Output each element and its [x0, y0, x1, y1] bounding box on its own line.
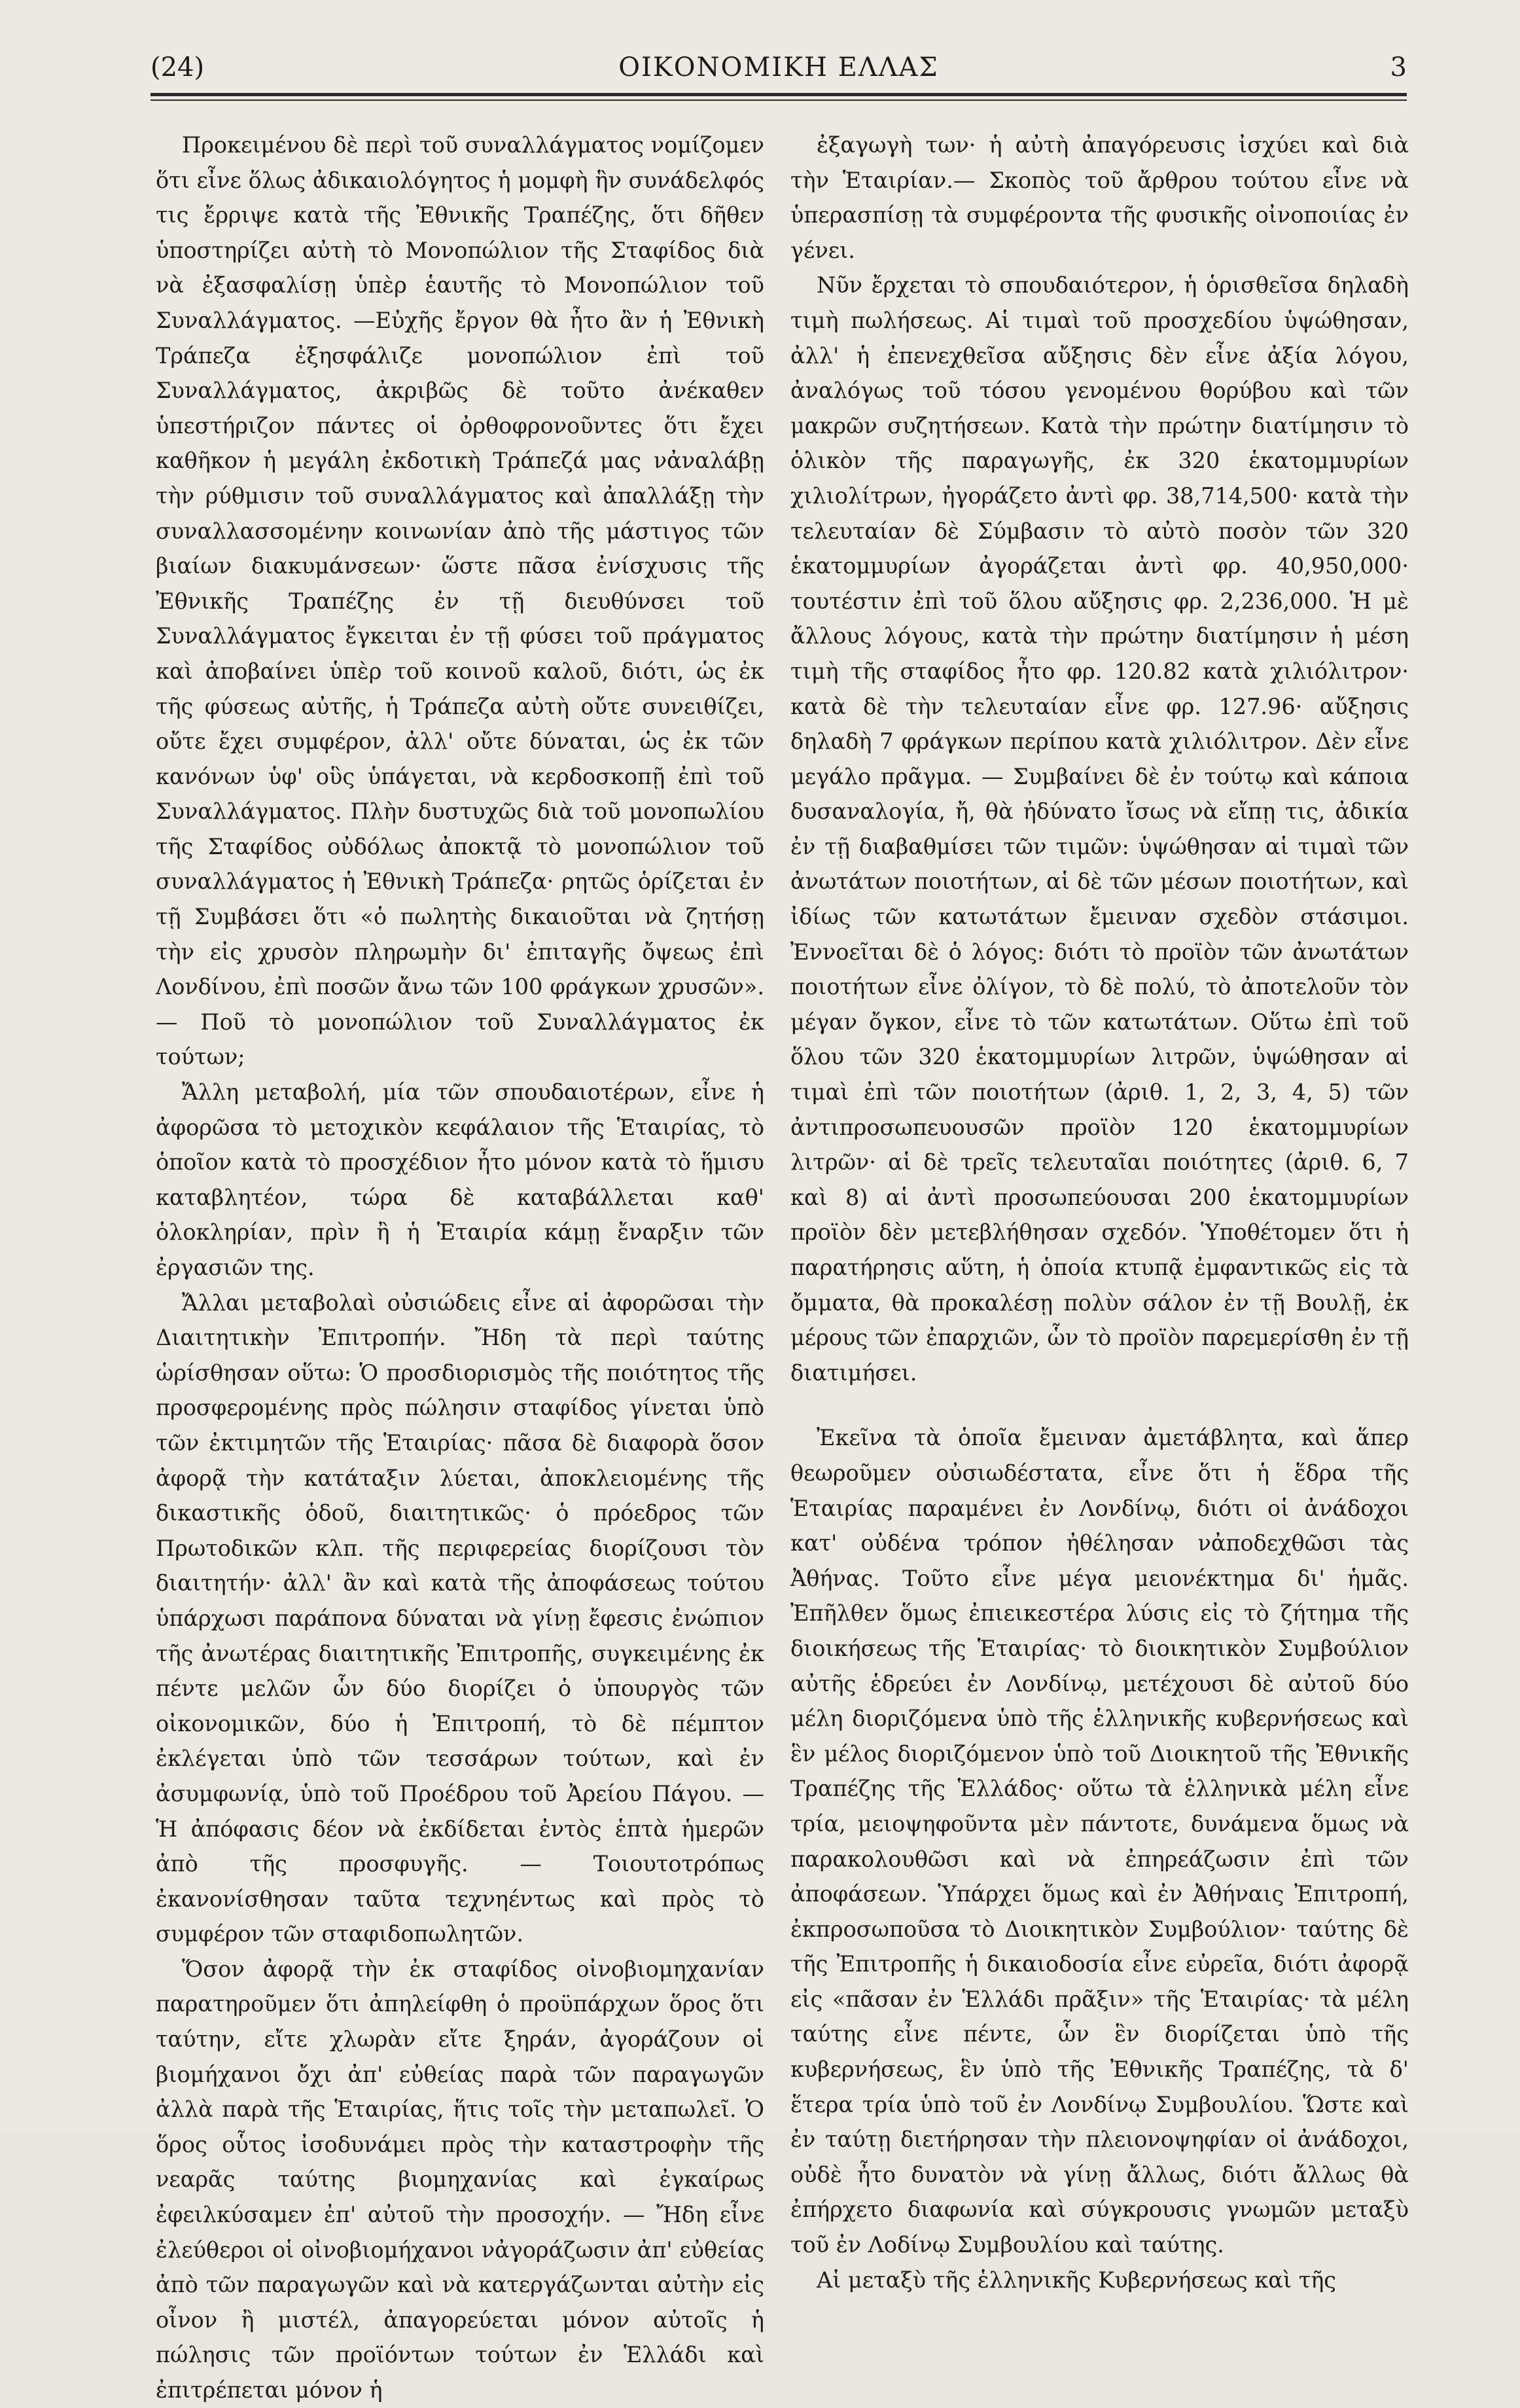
paragraph: Ἐκεῖνα τὰ ὁποῖα ἔμειναν ἀμετάβλητα, καὶ ἅπερ θεωροῦμεν οὐσιωδέστατα, εἶνε ὅτι ἡ ἕδρα τῆς Ἑταιρίας παραμένει ἐν Λονδίνῳ, διότι οἱ ἀνάδοχοι κατ' οὐδένα τρόπον ἠθέλησαν νἀποδεχθῶσι τὰς Ἀθήνας. Τοῦτο εἶνε μέγα μειονέκτημα δι' ἡμᾶς. Ἐπῆλθεν ὅμως ἐπιεικεστέρα λύσις εἰς τὸ ζήτημα τῆς διοικήσεως τῆς Ἑταιρίας· τὸ διοικητικὸν Συμβούλιον αὐτῆς ἑδρεύει ἐν Λονδίνῳ, μετέχουσι δὲ αὐτοῦ δύο μέλη διοριζόμενα ὑπὸ τῆς ἑλληνικῆς κυβερνήσεως καὶ ἓν μέλος διοριζόμενον ὑπὸ τοῦ Διοικητοῦ τῆς Ἐθνικῆς Τραπέζης τῆς Ἑλλάδος· οὕτω τὰ ἑλληνικὰ μέλη εἶνε τρία, μειοψηφοῦντα μὲν πάντοτε, δυνάμενα ὅμως νὰ παρακολουθῶσι καὶ νὰ ἐπηρεάζωσιν ἐπὶ τῶν ἀποφάσεων. Ὑπάρχει ὅμως καὶ ἐν Ἀθήναις Ἐπιτροπή, ἐκπροσωποῦσα τὸ Διοικητικὸν Συμβούλιον· ταύτης δὲ τῆς Ἐπιτροπῆς ἡ δικαιοδοσία εἶνε εὐρεῖα, διότι ἀφορᾷ εἰς «πᾶσαν ἐν Ἑλλάδι πρᾶξιν» τῆς Ἑταιρίας· τὰ μέλη ταύτης εἶνε πέντε, ὧν ἓν διορίζεται ὑπὸ τῆς κυβερνήσεως, ἓν ὑπὸ τῆς Ἐθνικῆς Τραπέζης, τὰ δ' ἕτερα τρία ὑπὸ τοῦ ἐν Λονδίνῳ Συμβουλίου. Ὥστε καὶ ἐν ταύτῃ διετήρησαν τὴν πλειονοψηφίαν οἱ ἀνάδοχοι, οὐδὲ ἦτο δυνατὸν νὰ γίνῃ ἄλλως, διότι ἄλλως θὰ ἐπήρχετο διαφωνία καὶ σύγκρουσις γνωμῶν μεταξὺ τοῦ ἐν Λοδίνῳ Συμβουλίου καὶ ταύτης.: [790, 1425, 1409, 2258]
header-rule-thin: [150, 99, 1407, 101]
left-column: [156, 128, 764, 2408]
paragraph: Ἄλλη μεταβολή, μία τῶν σπουδαιοτέρων, εἶνε ἡ ἀφορῶσα τὸ μετοχικὸν κεφάλαιον τῆς Ἑταιρίας, τὸ ὁποῖον κατὰ τὸ προσχέδιον ἦτο μόνον κατὰ τὸ ἥμισυ καταβλητέον, τώρα δὲ καταβάλλεται καθ' ὁλοκληρίαν, πρὶν ἢ ἡ Ἑταιρία κάμῃ ἔναρξιν τῶν ἐργασιῶν της.: [156, 1079, 764, 1280]
paragraph: Ἄλλαι μεταβολαὶ οὐσιώδεις εἶνε αἱ ἀφορῶσαι τὴν Διαιτητικὴν Ἐπιτροπήν. Ἤδη τὰ περὶ ταύτης ὡρίσθησαν οὕτω: Ὁ προσδιορισμὸς τῆς ποιότητος τῆς προσφερομένης πρὸς πώλησιν σταφίδος γίνεται ὑπὸ τῶν ἐκτιμητῶν τῆς Ἑταιρίας· πᾶσα δὲ διαφορὰ ὅσον ἀφορᾷ τὴν κατάταξιν λύεται, ἀποκλειομένης τῆς δικαστικῆς ὁδοῦ, διαιτητικῶς· ὁ πρόεδρος τῶν Πρωτοδικῶν κλπ. τῆς περιφερείας διορίζουσι τὸν διαιτητήν· ἀλλ' ἂν καὶ κατὰ τῆς ἀποφάσεως τούτου ὑπάρχωσι παράπονα δύναται νὰ γίνῃ ἔφεσις ἐνώπιον τῆς ἀνωτέρας διαιτητικῆς Ἐπιτροπῆς, συγκειμένης ἐκ πέντε μελῶν ὧν δύο διορίζει ὁ ὑπουργὸς τῶν οἰκονομικῶν, δύο ἡ Ἐπιτροπή, τὸ δὲ πέμπτον ἐκλέγεται ὑπὸ τῶν τεσσάρων τούτων, καὶ ἐν ἀσυμφωνίᾳ, ὑπὸ τοῦ Προέδρου τοῦ Ἀρείου Πάγου. — Ἡ ἀπόφασις δέον νὰ ἐκδίδεται ἐντὸς ἑπτὰ ἡμερῶν ἀπὸ τῆς προσφυγῆς. — Τοιουτοτρόπως ἐκανονίσθησαν ταῦτα τεχνηέντως καὶ πρὸς τὸ συμφέρον τῶν σταφιδοπωλητῶν.: [156, 1289, 764, 1947]
paragraph: Νῦν ἔρχεται τὸ σπουδαιότερον, ἡ ὁρισθεῖσα δηλαδὴ τιμὴ πωλήσεως. Αἱ τιμαὶ τοῦ προσχεδίου ὑψώθησαν, ἀλλ' ἡ ἐπενεχθεῖσα αὔξησις δὲν εἶνε ἀξία λόγου, ἀναλόγως τοῦ τόσου γενομένου θορύβου καὶ τῶν μακρῶν συζητήσεων. Κατὰ τὴν πρώτην διατίμησιν τὸ ὁλικὸν τῆς παραγωγῆς, ἐκ 320 ἑκατομμυρίων χιλιολίτρων, ἠγοράζετο ἀντὶ φρ. 38,714,500· κατὰ τὴν τελευταίαν δὲ Σύμβασιν τὸ αὐτὸ ποσὸν τῶν 320 ἑκατομμυρίων ἀγοράζεται ἀντὶ φρ. 40,950,000· τουτέστιν ἐπὶ τοῦ ὅλου αὔξησις φρ. 2,236,000. Ἡ μὲ ἄλλους λόγους, κατὰ τὴν πρώτην διατίμησιν ἡ μέση τιμὴ τῆς σταφίδος ἦτο φρ. 120.82 κατὰ χιλιόλιτρον· κατὰ δὲ τὴν τελευταίαν εἶνε φρ. 127.96· αὔξησις δηλαδὴ 7 φράγκων περίπου κατὰ χιλιόλιτρον. Δὲν εἶνε μεγάλο πρᾶγμα. — Συμβαίνει δὲ ἐν τούτῳ καὶ κάποια δυσαναλογία, ἤ, θὰ ἠδύνατο ἴσως νὰ εἴπῃ τις, ἀδικία ἐν τῇ διαβαθμίσει τῶν τιμῶν: ὑψώθησαν αἱ τιμαὶ τῶν ἀνωτάτων ποιοτήτων, αἱ δὲ τῶν μέσων ποιοτήτων, καὶ ἰδίως τῶν κατωτάτων ἔμειναν σχεδὸν στάσιμοι. Ἐννοεῖται δὲ ὁ λόγος: διότι τὸ προϊὸν τῶν ἀνωτάτων ποιοτήτων εἶνε ὀλίγον, τὸ δὲ πολύ, τὸ ἀποτελοῦν τὸν μέγαν ὄγκον, εἶνε τὸ τῶν κατωτάτων. Οὕτω ἐπὶ τοῦ ὅλου τῶν 320 ἑκατομμυρίων λιτρῶν, ὑψώθησαν αἱ τιμαὶ ἐπὶ τῶν ποιοτήτων (ἀριθ. 1, 2, 3, 4, 5) τῶν ἀντιπροσωπευουσῶν προϊὸν 120 ἑκατομμυρίων λιτρῶν· αἱ δὲ τρεῖς τελευταῖαι ποιότητες (ἀριθ. 6, 7 καὶ 8) αἱ ἀντὶ προσωπεύουσαι 200 ἑκατομμυρίων προϊὸν δὲν μετεβλήθησαν σχεδόν. Ὑποθέτομεν ὅτι ἡ παρατήρησις αὕτη, ἡ ὁποία κτυπᾷ ἐμφαντικῶς εἰς τὰ ὄμματα, θὰ προκαλέσῃ πολὺν σάλον ἐν τῇ Βουλῇ, ἐκ μέρους τῶν ἐπαρχιῶν, ὧν τὸ προϊὸν παρεμερίσθη ἐν τῇ διατιμήσει.: [790, 272, 1409, 1386]
journal-title: ΟΙΚΟΝΟΜΙΚΗ ΕΛΛΑΣ: [618, 52, 939, 82]
paragraph: ἐξαγωγὴ των· ἡ αὐτὴ ἀπαγόρευσις ἰσχύει καὶ διὰ τὴν Ἑταιρίαν.— Σκοπὸς τοῦ ἄρθρου τούτου εἶνε νὰ ὑπερασπίσῃ τὰ συμφέροντα τῆς φυσικῆς οἰνοποιίας ἐν γένει.: [790, 132, 1409, 263]
page-number-right: 3: [1390, 52, 1407, 82]
page-number-left: (24): [150, 52, 205, 82]
paragraph: Προκειμένου δὲ περὶ τοῦ συναλλάγματος νομίζομεν ὅτι εἶνε ὅλως ἀδικαιολόγητος ἡ μομφὴ ἣν συνάδελφός τις ἔρριψε κατὰ τῆς Ἐθνικῆς Τραπέζης, ὅτι δῆθεν ὑποστηρίζει αὐτὴ τὸ Μονοπώλιον τῆς Σταφίδος διὰ νὰ ἐξασφαλίσῃ ὑπὲρ ἑαυτῆς τὸ Μονοπώλιον τοῦ Συναλλάγματος. —Εὐχῆς ἔργον θὰ ἦτο ἂν ἡ Ἐθνικὴ Τράπεζα ἐξησφάλιζε μονοπώλιον ἐπὶ τοῦ Συναλλάγματος, ἀκριβῶς δὲ τοῦτο ἀνέκαθεν ὑπεστήριζον πάντες οἱ ὀρθοφρονοῦντες ὅτι ἔχει καθῆκον ἡ μεγάλη ἐκδοτικὴ Τράπεζά μας νἀναλάβῃ τὴν ρύθμισιν τοῦ συναλλάγματος καὶ ἀπαλλάξῃ τὴν συναλλασσομένην κοινωνίαν ἀπὸ τῆς μάστιγος τῶν βιαίων διακυμάνσεων· ὥστε πᾶσα ἐνίσχυσις τῆς Ἐθνικῆς Τραπέζης ἐν τῇ διευθύνσει τοῦ Συναλλάγματος ἔγκειται ἐν τῇ φύσει τοῦ πράγματος καὶ ἀποβαίνει ὑπὲρ τοῦ κοινοῦ καλοῦ, διότι, ὡς ἐκ τῆς φύσεως αὐτῆς, ἡ Τράπεζα αὐτὴ οὔτε συνειθίζει, οὔτε ἔχει συμφέρον, ἀλλ' οὔτε δύναται, ὡς ἐκ τῶν κανόνων ὑφ' οὓς ὑπάγεται, νὰ κερδοσκοπῇ ἐπὶ τοῦ Συναλλάγματος. Πλὴν δυστυχῶς διὰ τοῦ μονοπωλίου τῆς Σταφίδος οὐδόλως ἀποκτᾷ τὸ μονοπώλιον τοῦ συναλλάγματος ἡ Ἐθνικὴ Τράπεζα· ρητῶς ὁρίζεται ἐν τῇ Συμβάσει ὅτι «ὁ πωλητὴς δικαιοῦται νὰ ζητήσῃ τὴν εἰς χρυσὸν πληρωμὴν δι' ἐπιταγῆς ὄψεως ἐπὶ Λονδίνου, ἐπὶ ποσῶν ἄνω τῶν 100 φράγκων χρυσῶν».— Ποῦ τὸ μονοπώλιον τοῦ Συναλλάγματος ἐκ τούτων;: [156, 132, 764, 1070]
right-column: [790, 128, 1409, 2297]
page-header: [150, 47, 1407, 93]
paragraph: Ὅσον ἀφορᾷ τὴν ἐκ σταφίδος οἰνοβιομηχανίαν παρατηροῦμεν ὅτι ἀπηλείφθη ὁ προϋπάρχων ὅρος ὅτι ταύτην, εἴτε χλωρὰν εἴτε ξηράν, ἀγοράζουν οἱ βιομήχανοι ὄχι ἀπ' εὐθείας παρὰ τῶν παραγωγῶν ἀλλὰ παρὰ τῆς Ἑταιρίας, ἥτις τοῖς τὴν μεταπωλεῖ. Ὁ ὅρος οὗτος ἰσοδυνάμει πρὸς τὴν καταστροφὴν τῆς νεαρᾶς ταύτης βιομηχανίας καὶ ἐγκαίρως ἐφειλκύσαμεν ἐπ' αὐτοῦ τὴν προσοχήν. — Ἤδη εἶνε ἐλεύθεροι οἱ οἰνοβιομήχανοι νἀγοράζωσιν ἀπ' εὐθείας ἀπὸ τῶν παραγωγῶν καὶ νὰ κατεργάζωνται αὐτὴν εἰς οἶνον ἢ μιστέλ, ἀπαγορεύεται μόνον αὐτοῖς ἡ πώλησις τῶν προϊόντων τούτων ἐν Ἑλλάδι καὶ ἐπιτρέπεται μόνον ἡ: [156, 1956, 764, 2403]
paragraph: Αἱ μεταξὺ τῆς ἑλληνικῆς Κυβερνήσεως καὶ τῆς: [817, 2267, 1337, 2293]
header-rule-thick: [150, 93, 1407, 96]
